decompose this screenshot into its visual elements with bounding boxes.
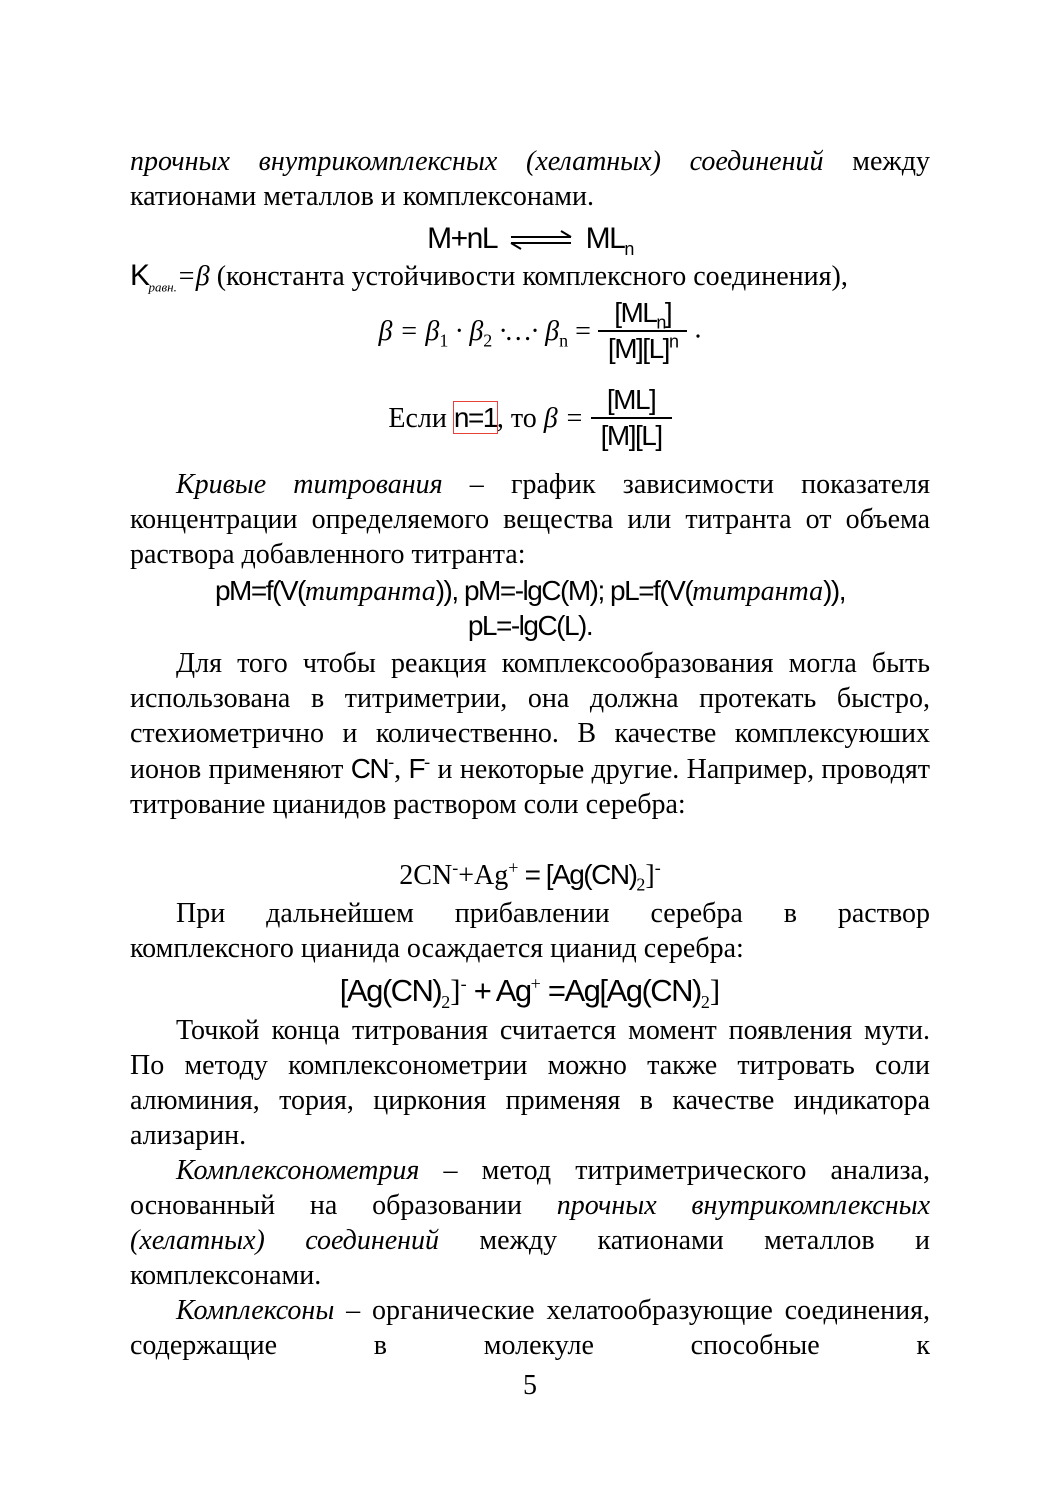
highlighted-n-equals-1: n=1 [453, 402, 497, 433]
paragraph-complexation-requirements: Для того чтобы реакция комплексообразования могла быть использована в титриметрии, она должна протекать быстро, стехиометрично и количественно. В качестве комплексуюших ионов применяют CN-, F- и некоторые другие. Например, проводят титрование цианидов раствором соли серебра: [130, 648, 931, 820]
equation-silver-cyanide-precipitate: $[Ag(CN)_2]^- + Ag^+ =Ag[Ag(CN)_2]$ [339, 973, 721, 1013]
equation-pm-function: pM=f(V(титранта)), pM=-lgC(M); pL=f(V(титранта)), [214, 575, 846, 607]
page-number: 5 [523, 1370, 537, 1401]
paragraph-further-addition: При дальнейшем прибавлении серебра в раствор комплексного цианида осаждается цианид серебра: [130, 898, 930, 964]
paragraph-complexometry-definition: Комплексонометрия – метод титриметрического анализа, основанный на образовании прочных внутрикомплексных (хелатных) соединений между катионами металлов и комплексонами. [130, 1155, 930, 1291]
equilibrium-arrow-icon [509, 229, 573, 251]
italic-term: прочных внутрикомплексных (хелатных) соединений [130, 146, 824, 177]
equation-pl: pL=-lgC(L). [467, 610, 593, 641]
paragraph-complexones-definition: Комплексоны – органические хелатообразующие соединения, содержащие в молекуле способные к [130, 1295, 930, 1361]
italic-term: Кривые титрования [176, 469, 443, 500]
fraction-beta: $\frac{[ML_n]}{[M][L]^n}$ [598, 296, 688, 366]
equation-cyanide-silver: $2CN^-+Ag^+ = [Ag(CN)_2]^-$ [399, 857, 661, 895]
equation-beta-n1: Если n=1, то β = $\frac{[ML]}{[M][L]}$ [0, 383, 1060, 453]
paragraph-chelate-compounds: прочных внутрикомплексных (хелатных) соединений между катионами металлов и комплексонами. [130, 146, 930, 212]
equation-complex-formation: M+nL $ML_n$ [427, 222, 633, 259]
fraction-beta-n1: $\frac{[ML]}{[M][L]}$ [591, 383, 672, 453]
paragraph-endpoint: Точкой конца титрования считается момент появления мути. По методу комплексонометрии можно также титровать соли алюминия, тория, циркония применяя в качестве индикатора ализарин. [130, 1015, 930, 1151]
italic-term: Комплексоны [176, 1295, 335, 1326]
stability-constant-definition: $K_{равн.}=\beta$ (константа устойчивости комплексного соединения), [130, 259, 848, 295]
equation-beta-product: $\beta = \beta_1 \cdot \beta_2$ ·…· $\beta_n$ = $\frac{[ML_n]}{[M][L]^n}$ . [378, 297, 702, 364]
paragraph-titration-curves: Кривые титрования – график зависимости показателя концентрации определяемого вещества или титранта от объема раствора добавленного титранта: [130, 469, 930, 570]
italic-term: Комплексонометрия [176, 1155, 420, 1186]
